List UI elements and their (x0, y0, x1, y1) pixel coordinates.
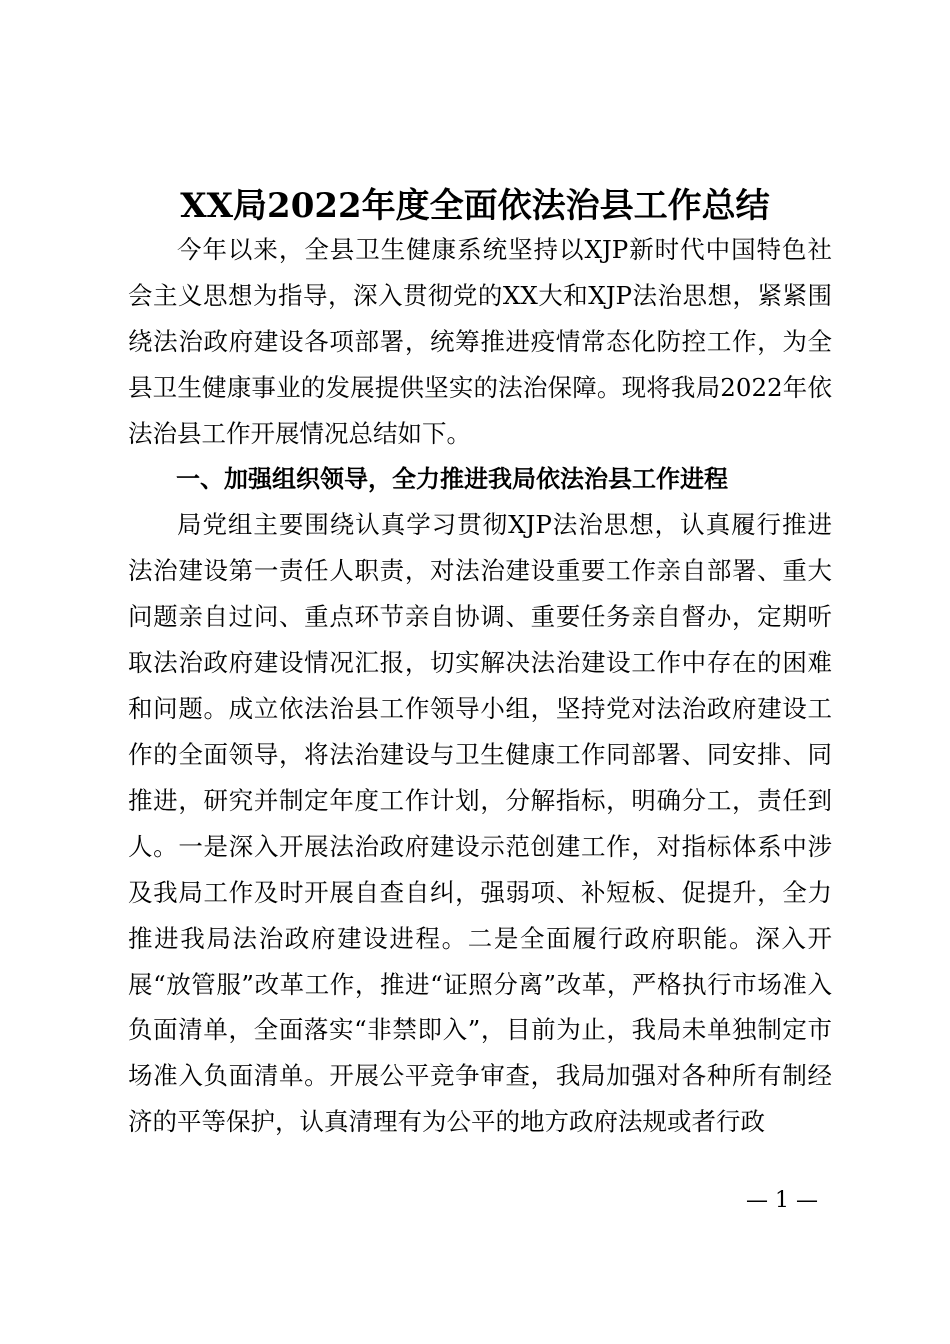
document-title: XX局2022年度全面依法治县工作总结 (180, 186, 770, 226)
document-body (128, 227, 832, 1145)
section-paragraph: 局党组主要围绕认真学习贯彻XJP法治思想，认真履行推进法治建设第一责任人职责，对法治建设重要工作亲自部署、重大问题亲自过问、重点环节亲自协调、重要任务亲自督办，定期听取法治政府建设情况汇报，切实解决法治建设工作中存在的困难和问题。成立依法治县工作领导小组，坚持党对法治政府建设工作的全面领导，将法治建设与卫生健康工作同部署、同安排、同推进，研究并制定年度工作计划，分解指标，明确分工，责任到人。一是深入开展法治政府建设示范创建工作，对指标体系中涉及我局工作及时开展自查自纠，强弱项、补短板、促提升，全力推进我局法治政府建设进程。二是全面履行政府职能。深入开展“放管服”改革工作，推进“证照分离”改革，严格执行市场准入负面清单，全面落实“非禁即入”，目前为止，我局未单独制定市场准入负面清单。开展公平竞争审查，我局加强对各种所有制经济的平等保护，认真清理有为公平的地方政府法规或者行政 (128, 510, 832, 1137)
section-heading: 一、加强组织领导，全力推进我局依法治县工作进程 (176, 464, 728, 493)
intro-paragraph: 今年以来，全县卫生健康系统坚持以XJP新时代中国特色社会主义思想为指导，深入贯彻党的XX大和XJP法治思想，紧紧围绕法治政府建设各项部署，统筹推进疫情常态化防控工作，为全县卫生健康事业的发展提供坚实的法治保障。现将我局2022年依法治县工作开展情况总结如下。 (128, 235, 832, 448)
page-number: — 1 — (746, 1188, 818, 1213)
